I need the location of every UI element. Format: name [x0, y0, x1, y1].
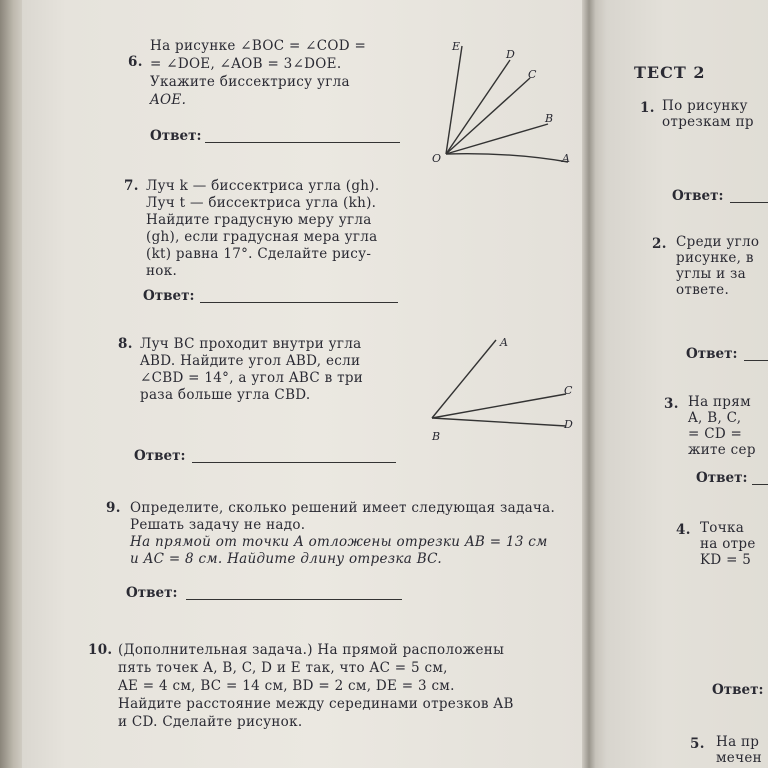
q8-label-B: B — [432, 430, 441, 443]
q7-answer-label: Ответ: — [143, 288, 195, 304]
rq1-answer-line[interactable] — [730, 202, 768, 203]
rq1-line-1: По рисунку — [662, 98, 748, 114]
q7-answer-line[interactable] — [200, 302, 398, 303]
q9-line-3: На прямой от точки A отложены отрезки AB = 13 см — [130, 534, 548, 550]
q6-line-1: На рисунке ∠BOC = ∠COD = — [150, 38, 367, 54]
rq3-answer-line[interactable] — [752, 484, 768, 485]
q6-label-B: B — [545, 112, 554, 125]
q8-line-1: Луч BC проходит внутри угла — [140, 336, 362, 352]
q6-label-O: O — [432, 152, 442, 165]
q8-line-2: ABD. Найдите угол ABD, если — [140, 353, 361, 369]
rq3-number: 3. — [664, 396, 679, 412]
rq1-line-2: отрезкам пр — [662, 114, 754, 130]
q9-line-2: Решать задачу не надо. — [130, 517, 306, 533]
q8-line-3: ∠CBD = 14°, а угол ABC в три — [140, 370, 364, 386]
rq2-line-3: углы и за — [676, 266, 747, 282]
q10-line-3: AE = 4 см, BC = 14 см, BD = 2 см, DE = 3 см. — [118, 678, 455, 694]
rq1-number: 1. — [640, 100, 655, 116]
q8-answer-line[interactable] — [192, 462, 396, 463]
rq5-line-1: На пр — [716, 734, 760, 750]
rq3-line-1: На прям — [688, 394, 751, 410]
q6-label-E: E — [452, 40, 461, 53]
rq3-answer-label: Ответ: — [696, 470, 748, 486]
rq5-line-2: мечен — [716, 750, 762, 766]
q8-line-4: раза больше угла CBD. — [140, 387, 311, 403]
q6-label-D: D — [506, 48, 516, 61]
q6-answer-label: Ответ: — [150, 128, 202, 144]
rq1-answer-label: Ответ: — [672, 188, 724, 204]
q10-line-2: пять точек A, B, C, D и E так, что AC = 5 см, — [118, 660, 448, 676]
rq4-line-3: KD = 5 — [700, 552, 752, 568]
rq2-line-2: рисунке, в — [676, 250, 754, 266]
q8-label-C: C — [564, 384, 573, 397]
rq4-answer-label: Ответ: — [712, 682, 764, 698]
q7-line-6: нок. — [146, 263, 178, 279]
rq4-number: 4. — [676, 522, 691, 538]
q10-number: 10. — [88, 642, 113, 658]
test-title: ТЕСТ 2 — [634, 63, 706, 82]
q6-line-3: Укажите биссектрису угла — [150, 74, 350, 90]
rq4-line-2: на отре — [700, 536, 756, 552]
rq3-line-2: A, B, C, — [688, 410, 742, 426]
q7-number: 7. — [124, 178, 139, 194]
q7-line-4: (gh), если градусная мера угла — [146, 229, 378, 245]
rq4-line-1: Точка — [700, 520, 745, 536]
q9-answer-line[interactable] — [186, 599, 402, 600]
q8-label-D: D — [564, 418, 574, 431]
rq5-number: 5. — [690, 736, 705, 752]
q7-line-5: (kt) равна 17°. Сделайте рису- — [146, 246, 372, 262]
q7-line-2: Луч t — биссектриса угла (kh). — [146, 195, 377, 211]
q7-line-3: Найдите градусную меру угла — [146, 212, 372, 228]
q9-number: 9. — [106, 500, 121, 516]
q10-line-5: и CD. Сделайте рисунок. — [118, 714, 303, 730]
q6-label-C: C — [528, 68, 537, 81]
q9-answer-label: Ответ: — [126, 585, 178, 601]
q7-line-1: Луч k — биссектриса угла (gh). — [146, 178, 380, 194]
q10-line-4: Найдите расстояние между серединами отрезков AB — [118, 696, 514, 712]
q8-number: 8. — [118, 336, 133, 352]
q6-number: 6. — [128, 54, 143, 70]
rq2-answer-label: Ответ: — [686, 346, 738, 362]
q8-answer-label: Ответ: — [134, 448, 186, 464]
q6-label-A: A — [562, 152, 571, 165]
rq2-number: 2. — [652, 236, 667, 252]
q8-label-A: A — [500, 336, 509, 349]
q6-line-2: = ∠DOE, ∠AOB = 3∠DOE. — [150, 56, 342, 72]
rq3-line-4: жите сер — [688, 442, 756, 458]
rq3-line-3: = CD = — [688, 426, 743, 442]
rq2-answer-line[interactable] — [744, 360, 768, 361]
q9-line-4: и AC = 8 см. Найдите длину отрезка BC. — [130, 551, 442, 567]
q9-line-1: Определите, сколько решений имеет следующая задача. — [130, 500, 556, 516]
rq2-line-4: ответе. — [676, 282, 730, 298]
q6-line-4: AOE. — [150, 92, 187, 108]
rq2-line-1: Среди угло — [676, 234, 760, 250]
q10-line-1: (Дополнительная задача.) На прямой расположены — [118, 642, 505, 658]
